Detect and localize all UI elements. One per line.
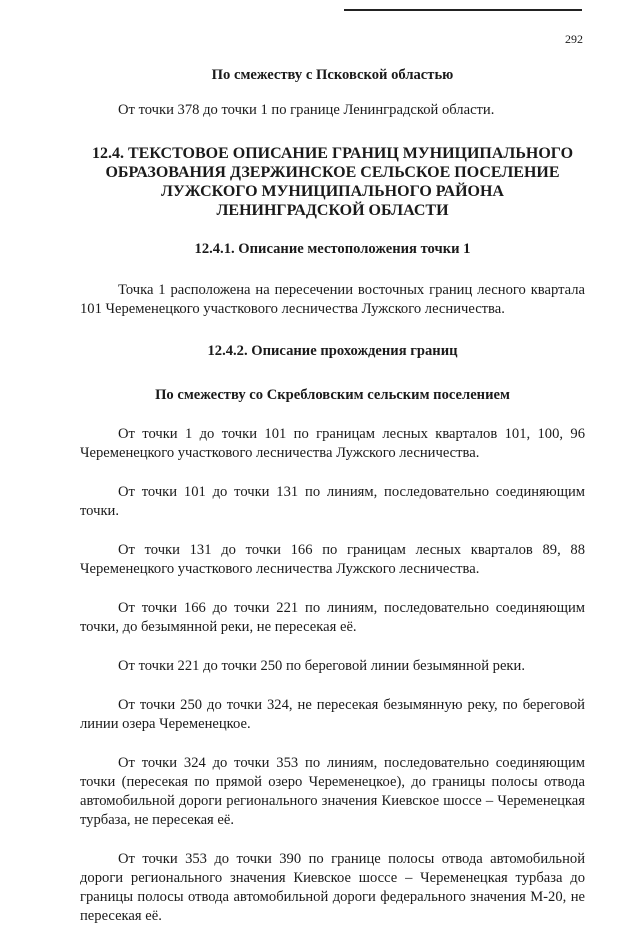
main-heading-line-1: 12.4. ТЕКСТОВОЕ ОПИСАНИЕ ГРАНИЦ МУНИЦИПАЛЬНОГО bbox=[91, 145, 574, 162]
main-heading-line-3: ЛУЖСКОГО МУНИЦИПАЛЬНОГО РАЙОНА bbox=[161, 183, 504, 200]
boundary-segment: От точки 250 до точки 324, не пересекая безымянную реку, по береговой линии озера Череменецкое. bbox=[80, 697, 585, 732]
boundary-segment: От точки 131 до точки 166 по границам лесных кварталов 89, 88 Череменецкого участкового лесничества Лужского лесничества. bbox=[80, 542, 585, 577]
main-heading-line-2: ОБРАЗОВАНИЯ ДЗЕРЖИНСКОЕ СЕЛЬСКОЕ ПОСЕЛЕНИЕ bbox=[105, 164, 560, 181]
boundary-segment: От точки 1 до точки 101 по границам лесных кварталов 101, 100, 96 Череменецкого участкового лесничества Лужского лесничества. bbox=[80, 426, 585, 461]
boundary-segment: От точки 166 до точки 221 по линиям, последовательно соединяющим точки, до безымянной реки, не пересекая её. bbox=[80, 600, 585, 635]
page-number: 292 bbox=[565, 32, 583, 46]
main-heading bbox=[80, 144, 585, 220]
boundary-segment: От точки 353 до точки 390 по границе полосы отвода автомобильной дороги регионального значения Киевское шоссе – Череменецкая турбаза до границы полосы отвода автомобильной дороги федерального значения М-20, не пересекая её. bbox=[80, 851, 585, 924]
paragraph-point-1-location: Точка 1 расположена на пересечении восточных границ лесного квартала 101 Череменецкого участкового лесничества Лужского лесничества. bbox=[80, 282, 585, 317]
paragraph-pskov-boundary: От точки 378 до точки 1 по границе Ленинградской области. bbox=[118, 102, 495, 118]
section-heading-skreblovo: По смежеству со Скребловским сельским поселением bbox=[155, 387, 510, 403]
subsection-heading-location: 12.4.1. Описание местоположения точки 1 bbox=[194, 241, 471, 257]
boundary-segment: От точки 324 до точки 353 по линиям, последовательно соединяющим точки (пересекая по прямой озеро Череменецкое), до границы полосы отвода автомобильной дороги регионального значения Киевское шоссе – Череменецкая турбаза, не пересекая её. bbox=[80, 755, 585, 828]
subsection-heading-boundaries: 12.4.2. Описание прохождения границ bbox=[207, 343, 458, 359]
header-rule bbox=[344, 9, 582, 11]
boundary-segment: От точки 101 до точки 131 по линиям, последовательно соединяющим точки. bbox=[80, 484, 585, 519]
document-body bbox=[80, 66, 585, 926]
boundary-segment: От точки 221 до точки 250 по береговой линии безымянной реки. bbox=[118, 658, 525, 674]
main-heading-line-4: ЛЕНИНГРАДСКОЙ ОБЛАСТИ bbox=[216, 202, 449, 219]
section-heading-pskov: По смежеству с Псковской областью bbox=[211, 67, 454, 83]
